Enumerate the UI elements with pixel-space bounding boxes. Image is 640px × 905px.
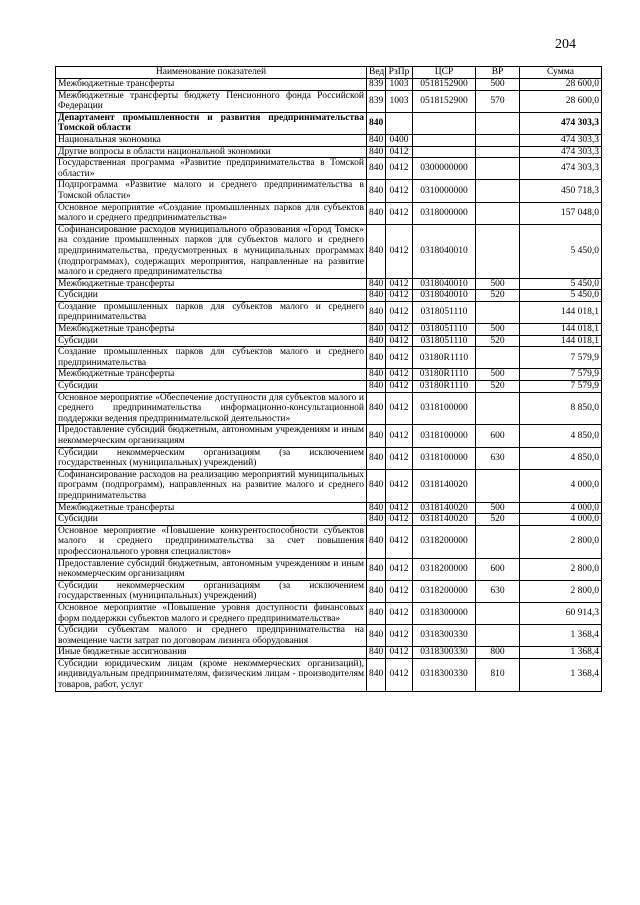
row-name: Софинансирование расходов муниципального образования «Город Томск» на создание промышленных парков для субъектов малого и среднего предпринимательства, предусмотренных в муниципальных программах (подпрограммах), содержащих мероприятия, направленные на развитие малого и среднего предпринимательства bbox=[56, 224, 367, 278]
row-rzpr: 0412 bbox=[386, 625, 413, 647]
row-rzpr: 0412 bbox=[386, 658, 413, 691]
row-name: Межбюджетные трансферты bbox=[56, 278, 367, 290]
row-ved: 840 bbox=[367, 324, 386, 336]
row-sum: 2 800,0 bbox=[520, 580, 602, 602]
header-rzpr: РзПр bbox=[386, 67, 413, 79]
row-rzpr: 0412 bbox=[386, 290, 413, 302]
row-ved: 840 bbox=[367, 447, 386, 469]
row-vr: 600 bbox=[476, 425, 520, 447]
row-ved: 840 bbox=[367, 290, 386, 302]
row-ved: 840 bbox=[367, 658, 386, 691]
row-rzpr: 0412 bbox=[386, 381, 413, 393]
row-csr: 03180R1110 bbox=[413, 369, 476, 381]
table-row bbox=[56, 202, 602, 224]
row-sum: 4 850,0 bbox=[520, 425, 602, 447]
row-vr: 520 bbox=[476, 290, 520, 302]
table-row bbox=[56, 658, 602, 691]
row-csr: 0318100000 bbox=[413, 392, 476, 425]
table-header-row bbox=[56, 67, 602, 79]
header-vr: ВР bbox=[476, 67, 520, 79]
table-row bbox=[56, 369, 602, 381]
row-vr bbox=[476, 602, 520, 624]
row-vr: 500 bbox=[476, 79, 520, 91]
table-row bbox=[56, 224, 602, 278]
row-csr: 0318140020 bbox=[413, 514, 476, 526]
row-name: Субсидии субъектам малого и среднего предпринимательства на возмещение части затрат по договорам лизинга оборудования bbox=[56, 625, 367, 647]
row-vr: 520 bbox=[476, 335, 520, 347]
row-csr: 0318300330 bbox=[413, 658, 476, 691]
row-csr: 0318051110 bbox=[413, 324, 476, 336]
row-rzpr: 0412 bbox=[386, 324, 413, 336]
row-name: Субсидии bbox=[56, 335, 367, 347]
row-vr bbox=[476, 347, 520, 369]
row-rzpr: 0400 bbox=[386, 134, 413, 146]
row-vr bbox=[476, 180, 520, 202]
table-row bbox=[56, 447, 602, 469]
row-sum: 28 600,0 bbox=[520, 79, 602, 91]
row-name: Основное мероприятие «Повышение уровня доступности финансовых форм поддержки субъектов малого и среднего предпринимательства» bbox=[56, 602, 367, 624]
row-rzpr: 0412 bbox=[386, 369, 413, 381]
row-ved: 840 bbox=[367, 647, 386, 659]
row-rzpr: 0412 bbox=[386, 301, 413, 323]
row-rzpr: 0412 bbox=[386, 224, 413, 278]
row-csr: 0318040010 bbox=[413, 278, 476, 290]
row-rzpr bbox=[386, 112, 413, 134]
table-row bbox=[56, 134, 602, 146]
row-csr: 0318051110 bbox=[413, 335, 476, 347]
header-sum: Сумма bbox=[520, 67, 602, 79]
row-name: Создание промышленных парков для субъектов малого и среднего предпринимательства bbox=[56, 301, 367, 323]
row-csr: 0318300330 bbox=[413, 647, 476, 659]
table-row bbox=[56, 79, 602, 91]
row-vr: 800 bbox=[476, 647, 520, 659]
row-rzpr: 0412 bbox=[386, 278, 413, 290]
row-csr bbox=[413, 134, 476, 146]
row-name: Другие вопросы в области национальной экономики bbox=[56, 146, 367, 158]
row-vr: 500 bbox=[476, 369, 520, 381]
row-csr bbox=[413, 112, 476, 134]
row-sum: 144 018,1 bbox=[520, 335, 602, 347]
row-vr bbox=[476, 112, 520, 134]
row-vr bbox=[476, 134, 520, 146]
row-rzpr: 0412 bbox=[386, 392, 413, 425]
row-csr: 0318000000 bbox=[413, 202, 476, 224]
row-sum: 4 000,0 bbox=[520, 502, 602, 514]
row-ved: 840 bbox=[367, 134, 386, 146]
row-csr: 0318100000 bbox=[413, 425, 476, 447]
row-vr: 500 bbox=[476, 278, 520, 290]
row-ved: 840 bbox=[367, 202, 386, 224]
row-rzpr: 0412 bbox=[386, 514, 413, 526]
row-csr: 03180R1110 bbox=[413, 347, 476, 369]
table-row bbox=[56, 381, 602, 393]
row-csr: 0318200000 bbox=[413, 580, 476, 602]
table-row bbox=[56, 647, 602, 659]
row-sum: 5 450,0 bbox=[520, 290, 602, 302]
row-csr: 03180R1110 bbox=[413, 381, 476, 393]
row-vr bbox=[476, 392, 520, 425]
row-ved: 840 bbox=[367, 158, 386, 180]
row-vr bbox=[476, 202, 520, 224]
row-vr bbox=[476, 525, 520, 558]
row-name: Субсидии bbox=[56, 381, 367, 393]
row-sum: 8 850,0 bbox=[520, 392, 602, 425]
table-row bbox=[56, 158, 602, 180]
row-ved: 840 bbox=[367, 112, 386, 134]
table-row bbox=[56, 301, 602, 323]
row-sum: 1 368,4 bbox=[520, 658, 602, 691]
row-csr: 0318100000 bbox=[413, 447, 476, 469]
table-row bbox=[56, 469, 602, 502]
row-name: Софинансирование расходов на реализацию мероприятий муниципальных программ (подпрограмм), направленных на развитие малого и среднего предпринимательства bbox=[56, 469, 367, 502]
row-csr: 0318040010 bbox=[413, 224, 476, 278]
row-sum: 7 579,9 bbox=[520, 369, 602, 381]
row-rzpr: 1003 bbox=[386, 79, 413, 91]
row-rzpr: 0412 bbox=[386, 558, 413, 580]
table-row bbox=[56, 502, 602, 514]
row-sum: 4 000,0 bbox=[520, 514, 602, 526]
row-rzpr: 0412 bbox=[386, 425, 413, 447]
table-row bbox=[56, 625, 602, 647]
table-row bbox=[56, 146, 602, 158]
row-sum: 144 018,1 bbox=[520, 324, 602, 336]
row-ved: 839 bbox=[367, 79, 386, 91]
row-ved: 840 bbox=[367, 146, 386, 158]
page-number: 204 bbox=[555, 37, 576, 52]
row-name: Предоставление субсидий бюджетным, автономным учреждениям и иным некоммерческим организациям bbox=[56, 425, 367, 447]
row-name: Межбюджетные трансферты бюджету Пенсионного фонда Российской Федерации bbox=[56, 90, 367, 112]
row-vr bbox=[476, 625, 520, 647]
row-rzpr: 0412 bbox=[386, 180, 413, 202]
row-vr bbox=[476, 469, 520, 502]
row-ved: 840 bbox=[367, 278, 386, 290]
header-name: Наименование показателей bbox=[56, 67, 367, 79]
row-ved: 840 bbox=[367, 469, 386, 502]
table-row bbox=[56, 335, 602, 347]
row-ved: 840 bbox=[367, 502, 386, 514]
row-csr: 0318051110 bbox=[413, 301, 476, 323]
row-vr bbox=[476, 224, 520, 278]
row-name: Субсидии bbox=[56, 514, 367, 526]
row-name: Межбюджетные трансферты bbox=[56, 324, 367, 336]
row-name: Государственная программа «Развитие предпринимательства в Томской области» bbox=[56, 158, 367, 180]
header-ved: Вед bbox=[367, 67, 386, 79]
budget-table bbox=[55, 66, 602, 692]
row-ved: 840 bbox=[367, 224, 386, 278]
row-sum: 5 450,0 bbox=[520, 278, 602, 290]
row-name: Субсидии юридическим лицам (кроме некоммерческих организаций), индивидуальным предпринимателям, физическим лицам - производителям товаров, работ, услуг bbox=[56, 658, 367, 691]
row-sum: 4 850,0 bbox=[520, 447, 602, 469]
row-vr: 600 bbox=[476, 558, 520, 580]
row-name: Подпрограмма «Развитие малого и среднего предпринимательства в Томской области» bbox=[56, 180, 367, 202]
row-rzpr: 0412 bbox=[386, 347, 413, 369]
row-sum: 7 579,9 bbox=[520, 347, 602, 369]
row-csr: 0518152900 bbox=[413, 90, 476, 112]
row-vr bbox=[476, 158, 520, 180]
table-row bbox=[56, 290, 602, 302]
row-csr: 0318200000 bbox=[413, 558, 476, 580]
table-row bbox=[56, 580, 602, 602]
row-sum: 157 048,0 bbox=[520, 202, 602, 224]
row-sum: 2 800,0 bbox=[520, 558, 602, 580]
table-row bbox=[56, 324, 602, 336]
row-name: Межбюджетные трансферты bbox=[56, 369, 367, 381]
row-ved: 840 bbox=[367, 558, 386, 580]
row-sum: 7 579,9 bbox=[520, 381, 602, 393]
row-name: Создание промышленных парков для субъектов малого и среднего предпринимательства bbox=[56, 347, 367, 369]
row-name: Основное мероприятие «Обеспечение доступности для субъектов малого и среднего предпринимательства информационно-консультационной поддержки ведения предпринимательской деятельности» bbox=[56, 392, 367, 425]
row-rzpr: 0412 bbox=[386, 525, 413, 558]
row-name: Департамент промышленности и развития предпринимательства Томской области bbox=[56, 112, 367, 134]
table-row bbox=[56, 278, 602, 290]
row-sum: 60 914,3 bbox=[520, 602, 602, 624]
row-name: Межбюджетные трансферты bbox=[56, 502, 367, 514]
row-vr: 520 bbox=[476, 381, 520, 393]
row-sum: 5 450,0 bbox=[520, 224, 602, 278]
row-vr: 810 bbox=[476, 658, 520, 691]
row-ved: 840 bbox=[367, 392, 386, 425]
row-sum: 2 800,0 bbox=[520, 525, 602, 558]
row-vr bbox=[476, 301, 520, 323]
table-row bbox=[56, 392, 602, 425]
row-ved: 840 bbox=[367, 381, 386, 393]
row-vr: 630 bbox=[476, 580, 520, 602]
row-csr: 0318140020 bbox=[413, 502, 476, 514]
row-ved: 840 bbox=[367, 625, 386, 647]
row-rzpr: 0412 bbox=[386, 158, 413, 180]
row-sum: 144 018,1 bbox=[520, 301, 602, 323]
table-row bbox=[56, 112, 602, 134]
row-csr: 0310000000 bbox=[413, 180, 476, 202]
row-rzpr: 0412 bbox=[386, 202, 413, 224]
row-ved: 840 bbox=[367, 425, 386, 447]
row-ved: 840 bbox=[367, 335, 386, 347]
row-rzpr: 0412 bbox=[386, 580, 413, 602]
row-name: Иные бюджетные ассигнования bbox=[56, 647, 367, 659]
table-row bbox=[56, 514, 602, 526]
row-rzpr: 1003 bbox=[386, 90, 413, 112]
row-rzpr: 0412 bbox=[386, 469, 413, 502]
row-name: Основное мероприятие «Повышение конкурентоспособности субъектов малого и среднего предпринимательства за счет повышения профессионального уровня специалистов» bbox=[56, 525, 367, 558]
table-row bbox=[56, 602, 602, 624]
row-ved: 840 bbox=[367, 347, 386, 369]
row-sum: 474 303,3 bbox=[520, 134, 602, 146]
row-csr: 0518152900 bbox=[413, 79, 476, 91]
table-row bbox=[56, 347, 602, 369]
row-sum: 474 303,3 bbox=[520, 158, 602, 180]
row-csr bbox=[413, 146, 476, 158]
row-vr: 520 bbox=[476, 514, 520, 526]
row-sum: 474 303,3 bbox=[520, 112, 602, 134]
row-ved: 840 bbox=[367, 301, 386, 323]
row-ved: 840 bbox=[367, 180, 386, 202]
table-row bbox=[56, 90, 602, 112]
row-csr: 0318200000 bbox=[413, 525, 476, 558]
table-row bbox=[56, 180, 602, 202]
row-csr: 0318040010 bbox=[413, 290, 476, 302]
row-ved: 840 bbox=[367, 369, 386, 381]
row-rzpr: 0412 bbox=[386, 447, 413, 469]
row-vr: 630 bbox=[476, 447, 520, 469]
row-name: Субсидии некоммерческим организациям (за исключением государственных (муниципальных) учреждений) bbox=[56, 580, 367, 602]
row-sum: 450 718,3 bbox=[520, 180, 602, 202]
row-csr: 0318140020 bbox=[413, 469, 476, 502]
table-row bbox=[56, 425, 602, 447]
table-row bbox=[56, 525, 602, 558]
row-sum: 474 303,3 bbox=[520, 146, 602, 158]
row-name: Субсидии некоммерческим организациям (за исключением государственных (муниципальных) учреждений) bbox=[56, 447, 367, 469]
row-ved: 840 bbox=[367, 602, 386, 624]
row-rzpr: 0412 bbox=[386, 502, 413, 514]
row-name: Национальная экономика bbox=[56, 134, 367, 146]
row-sum: 1 368,4 bbox=[520, 647, 602, 659]
row-rzpr: 0412 bbox=[386, 647, 413, 659]
row-csr: 0318300330 bbox=[413, 625, 476, 647]
row-vr bbox=[476, 146, 520, 158]
row-name: Субсидии bbox=[56, 290, 367, 302]
row-vr: 500 bbox=[476, 324, 520, 336]
row-sum: 4 000,0 bbox=[520, 469, 602, 502]
row-ved: 840 bbox=[367, 580, 386, 602]
row-name: Предоставление субсидий бюджетным, автономным учреждениям и иным некоммерческим организациям bbox=[56, 558, 367, 580]
row-vr: 570 bbox=[476, 90, 520, 112]
row-vr: 500 bbox=[476, 502, 520, 514]
row-sum: 28 600,0 bbox=[520, 90, 602, 112]
table-row bbox=[56, 558, 602, 580]
row-rzpr: 0412 bbox=[386, 335, 413, 347]
row-ved: 840 bbox=[367, 525, 386, 558]
row-sum: 1 368,4 bbox=[520, 625, 602, 647]
header-csr: ЦСР bbox=[413, 67, 476, 79]
row-rzpr: 0412 bbox=[386, 602, 413, 624]
row-rzpr: 0412 bbox=[386, 146, 413, 158]
row-name: Межбюджетные трансферты bbox=[56, 79, 367, 91]
row-csr: 0318300000 bbox=[413, 602, 476, 624]
row-csr: 0300000000 bbox=[413, 158, 476, 180]
row-ved: 840 bbox=[367, 514, 386, 526]
row-ved: 839 bbox=[367, 90, 386, 112]
row-name: Основное мероприятие «Создание промышленных парков для субъектов малого и среднего предпринимательства» bbox=[56, 202, 367, 224]
